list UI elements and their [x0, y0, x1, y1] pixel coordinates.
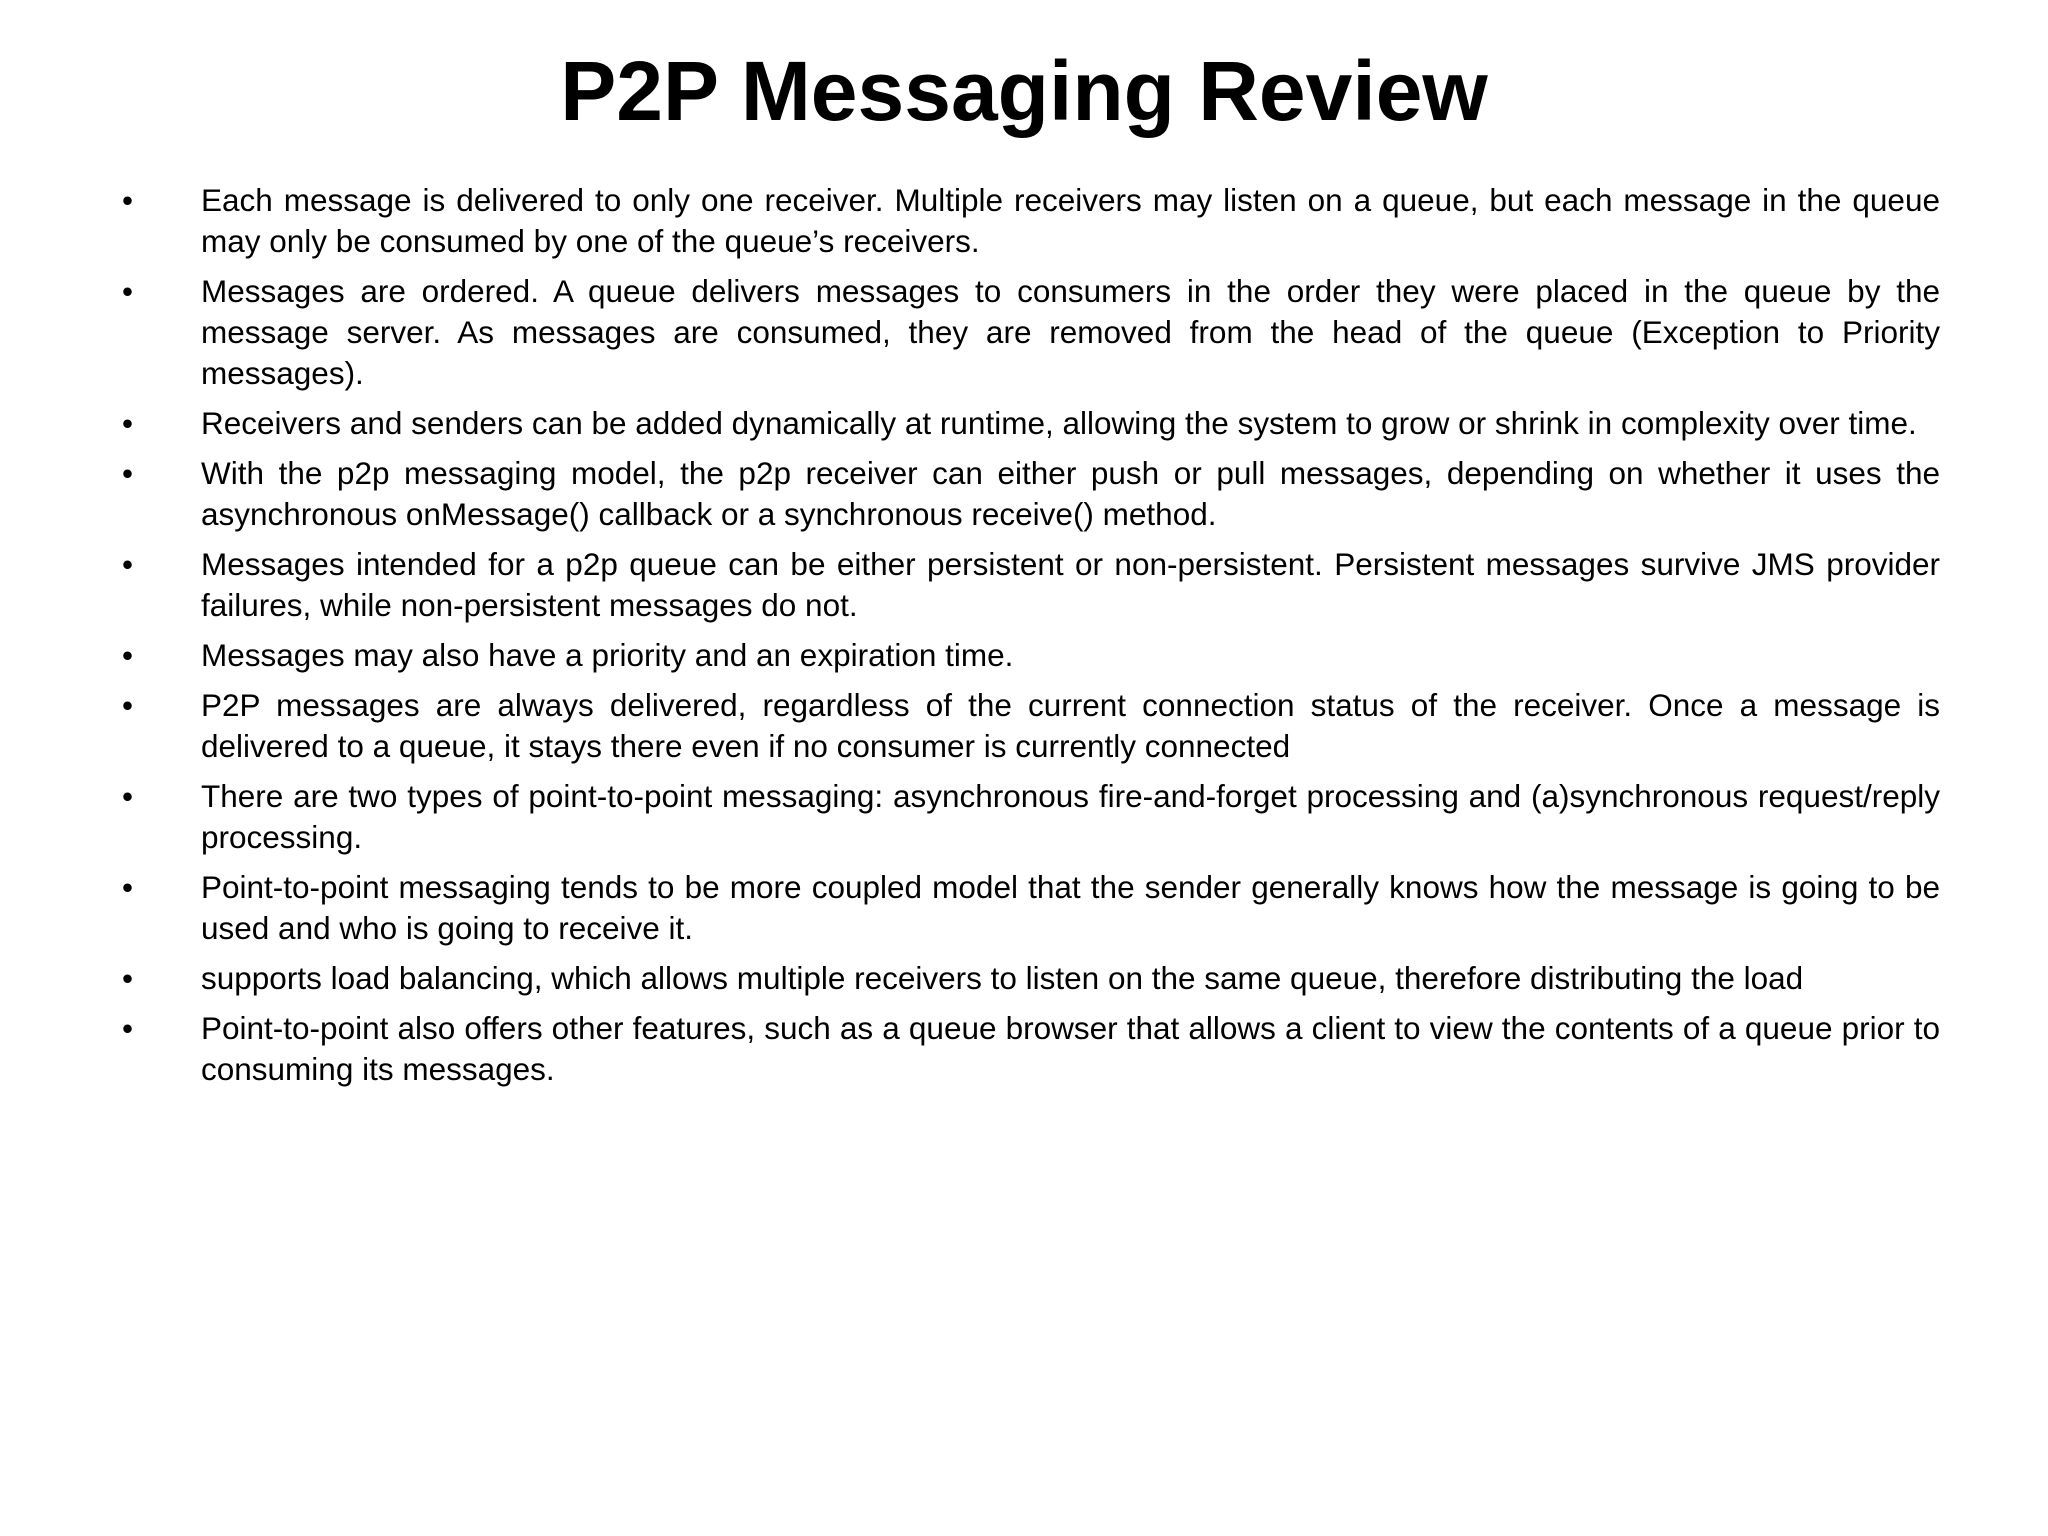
bullet-item: [120, 180, 1940, 262]
bullet-item: [120, 544, 1940, 626]
bullet-text: Messages intended for a p2p queue can be either persistent or non-persistent. Persistent messages survive JMS provider failures, while non-persistent messages do not.: [201, 546, 1940, 623]
bullet-item: [120, 685, 1940, 767]
bullet-point: •: [122, 273, 134, 309]
bullet-item: [120, 635, 1940, 676]
bullet-point: •: [122, 687, 134, 723]
bullet-item: [120, 453, 1940, 535]
bullet-point: •: [122, 546, 134, 582]
bullet-text: Each message is delivered to only one receiver. Multiple receivers may listen on a queue, but each message in the queue may only be consumed by one of the queue’s receivers.: [201, 182, 1940, 259]
bullet-item: [120, 867, 1940, 949]
bullet-text: Messages may also have a priority and an expiration time.: [201, 637, 1014, 673]
bullet-text: Point-to-point also offers other features, such as a queue browser that allows a client to view the contents of a queue prior to consuming its messages.: [201, 1010, 1940, 1087]
bullet-point: •: [122, 960, 134, 996]
bullet-point: •: [122, 405, 134, 441]
bullet-point: •: [122, 637, 134, 673]
bullet-point: •: [122, 869, 134, 905]
bullet-item: [120, 1008, 1940, 1090]
bullet-text: P2P messages are always delivered, regardless of the current connection status of the receiver. Once a message is delivered to a queue, it stays there even if no consumer is currently connected: [201, 687, 1940, 764]
bullet-text: supports load balancing, which allows multiple receivers to listen on the same queue, therefore distributing the load: [201, 960, 1804, 996]
bullet-point: •: [122, 778, 134, 814]
bullet-item: [120, 958, 1940, 999]
bullet-point: •: [122, 182, 134, 218]
bullet-text: With the p2p messaging model, the p2p receiver can either push or pull messages, depending on whether it uses the asynchronous onMessage() callback or a synchronous receive() method.: [201, 455, 1940, 532]
bullet-point: •: [122, 1010, 134, 1046]
bullet-text: Receivers and senders can be added dynamically at runtime, allowing the system to grow or shrink in complexity over time.: [201, 405, 1917, 441]
bullet-item: [120, 776, 1940, 858]
bullet-item: [120, 271, 1940, 394]
bullet-list: [120, 180, 1940, 1099]
bullet-item: [120, 403, 1940, 444]
slide-title: P2P Messaging Review: [560, 44, 1488, 138]
bullet-text: There are two types of point-to-point messaging: asynchronous fire-and-forget processing and (a)synchronous request/reply processing.: [201, 778, 1940, 855]
bullet-point: •: [122, 455, 134, 491]
bullet-text: Messages are ordered. A queue delivers messages to consumers in the order they were placed in the queue by the message server. As messages are consumed, they are removed from the head of the queue (Exception to Priority messages).: [201, 273, 1940, 391]
bullet-text: Point-to-point messaging tends to be more coupled model that the sender generally knows how the message is going to be used and who is going to receive it.: [201, 869, 1940, 946]
